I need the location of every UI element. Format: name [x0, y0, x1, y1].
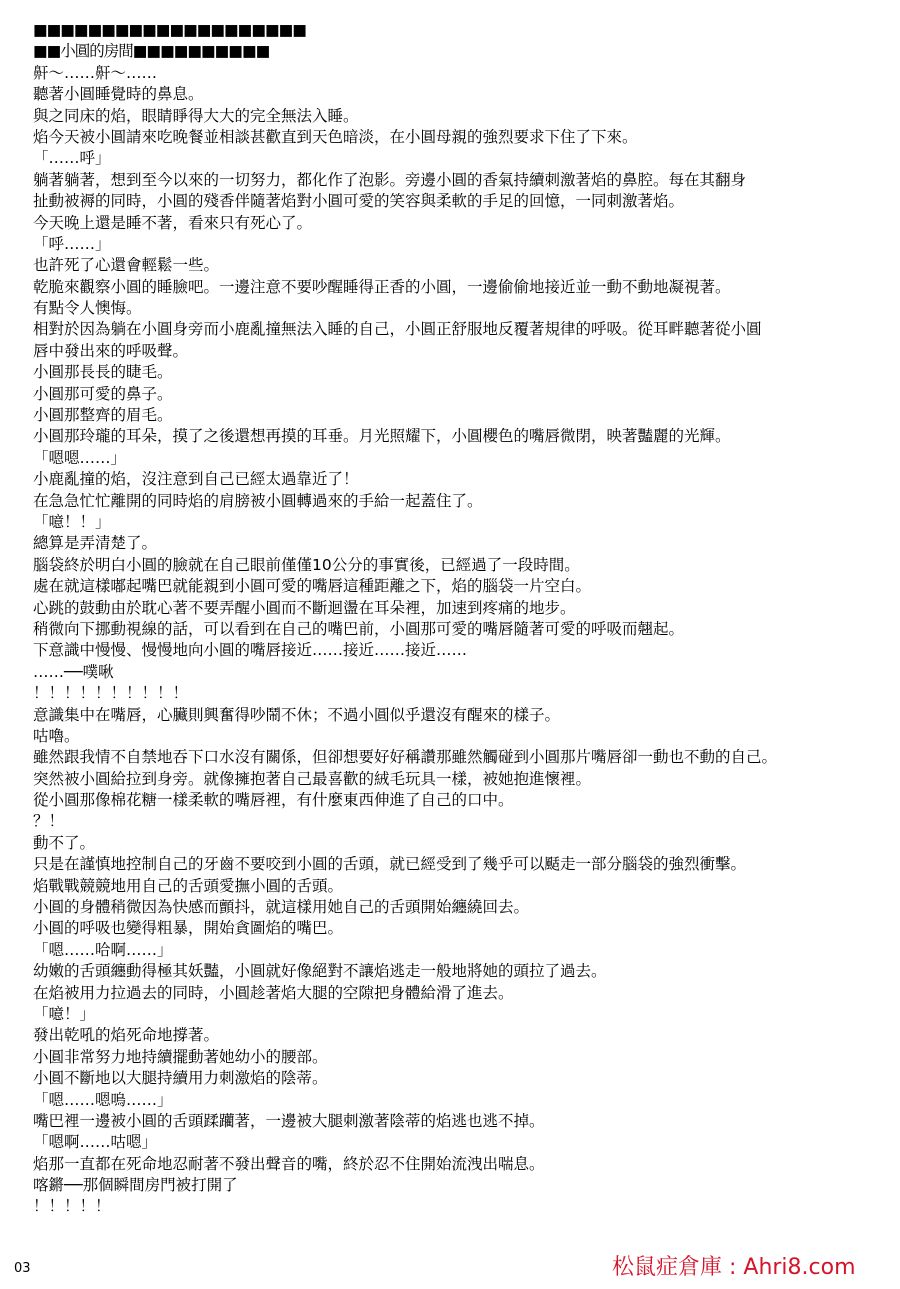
- text-line: 小圓的呼吸也變得粗暴，開始貪圖焰的嘴巴。: [33, 919, 344, 938]
- text-line: 稍微向下挪動視線的話，可以看到在自己的嘴巴前，小圓那可愛的嘴唇隨著可愛的呼吸而翹起。: [33, 619, 685, 638]
- text-line: ！！！！！！！！！！: [33, 684, 189, 703]
- document-body: [33, 20, 883, 1218]
- text-line: 焰今天被小圓請來吃晚餐並相談甚歡直到天色暗淡，在小圓母親的強烈要求下住了下來。: [33, 127, 638, 146]
- text-line: 乾脆來觀察小圓的睡臉吧。一邊注意不要吵醒睡得正香的小圓，一邊偷偷地接近並一動不動地凝視著。: [33, 277, 731, 296]
- text-line: 小圓不斷地以大腿持續用力刺激焰的陰蒂。: [33, 1069, 328, 1088]
- text-line: 今天晚上還是睡不著，看來只有死心了。: [33, 213, 313, 232]
- text-line: 小圓的身體稍微因為快感而顫抖，就這樣用她自己的舌頭開始纏繞回去。: [33, 898, 530, 917]
- text-line: 相對於因為躺在小圓身旁而小鹿亂撞無法入睡的自己，小圓正舒服地反覆著規律的呼吸。從耳畔聽著從小圓: [33, 320, 762, 339]
- text-line: 腦袋終於明白小圓的臉就在自己眼前僅僅10公分的事實後，已經過了一段時間。: [33, 555, 580, 574]
- text-line: 焰那一直都在死命地忍耐著不發出聲音的嘴，終於忍不住開始流洩出喘息。: [33, 1154, 545, 1173]
- text-line: 只是在謹慎地控制自己的牙齒不要咬到小圓的舌頭，就已經受到了幾乎可以颳走一部分腦袋的強烈衝擊。: [33, 855, 747, 874]
- text-line: 總算是弄清楚了。: [33, 534, 158, 553]
- text-line: 鼾～……鼾～……: [33, 63, 158, 82]
- text-line: 扯動被褥的同時，小圓的殘香伴隨著焰對小圓可愛的笑容與柔軟的手足的回憶，一同刺激著焰。: [33, 192, 685, 211]
- text-line: 「呼……」: [33, 234, 111, 253]
- page-number: 03: [14, 1261, 31, 1276]
- text-line: 也許死了心還會輕鬆一些。: [33, 256, 220, 275]
- header-block-line: ■■■■■■■■■■■■■■■■■■■■: [33, 21, 306, 39]
- text-line: ……──噗啾: [33, 662, 114, 681]
- text-line: 從小圓那像棉花糖一樣柔軟的嘴唇裡，有什麼東西伸進了自己的口中。: [33, 791, 514, 810]
- text-line: 躺著躺著，想到至今以來的一切努力，都化作了泡影。旁邊小圓的香氣持續刺激著焰的鼻腔。每在其翻身: [33, 170, 747, 189]
- text-line: 有點令人懊悔。: [33, 299, 142, 318]
- text-line: 幼嫩的舌頭纏動得極其妖豔，小圓就好像絕對不讓焰逃走一般地將她的頭拉了過去。: [33, 962, 607, 981]
- text-line: 突然被小圓給拉到身旁。就像擁抱著自己最喜歡的絨毛玩具一樣，被她抱進懷裡。: [33, 769, 592, 788]
- text-line: 小圓那玲瓏的耳朵，摸了之後還想再摸的耳垂。月光照耀下，小圓櫻色的嘴唇微閉，映著豔麗的光輝。: [33, 427, 731, 446]
- text-line: 嘴巴裡一邊被小圓的舌頭蹂躪著，一邊被大腿刺激著陰蒂的焰逃也逃不掉。: [33, 1111, 545, 1130]
- text-line: 小圓那長長的睫毛。: [33, 363, 173, 382]
- text-line: 下意識中慢慢、慢慢地向小圓的嘴唇接近……接近……接近……: [33, 641, 468, 660]
- text-line: 心跳的鼓動由於耽心著不要弄醒小圓而不斷迴盪在耳朵裡，加速到疼痛的地步。: [33, 598, 576, 617]
- text-line: 聽著小圓睡覺時的鼻息。: [33, 85, 204, 104]
- text-line: 小圓那整齊的眉毛。: [33, 406, 173, 425]
- text-line: 「嗯……哈啊……」: [33, 940, 173, 959]
- text-line: 「噫！」: [33, 1004, 96, 1023]
- text-line: 「嗯……嗯嗚……」: [33, 1090, 173, 1109]
- text-line: 小圓非常努力地持續擺動著她幼小的腰部。: [33, 1047, 328, 1066]
- text-line: 動不了。: [33, 833, 96, 852]
- text-line: ！！！！！: [33, 1197, 111, 1216]
- text-line: 處在就這樣嘟起嘴巴就能親到小圓可愛的嘴唇這種距離之下，焰的腦袋一片空白。: [33, 577, 592, 596]
- text-line: 「噫！！」: [33, 512, 111, 531]
- watermark-text: 松鼠症倉庫 : Ahri8.com: [612, 1255, 856, 1280]
- text-line: 「嗯啊……咕嗯」: [33, 1133, 158, 1152]
- text-line: 小圓那可愛的鼻子。: [33, 384, 173, 403]
- text-line: 雖然跟我情不自禁地吞下口水沒有關係，但卻想要好好稱讚那雖然觸碰到小圓那片嘴唇卻一動也不動的自己。: [33, 748, 778, 767]
- text-line: 焰戰戰競競地用自己的舌頭愛撫小圓的舌頭。: [33, 876, 344, 895]
- text-line: 在焰被用力拉過去的同時，小圓趁著焰大腿的空隙把身體給滑了進去。: [33, 983, 514, 1002]
- text-line: 發出乾吼的焰死命地撐著。: [33, 1026, 220, 1045]
- text-line: 喀鏘──那個瞬間房門被打開了: [33, 1176, 238, 1195]
- text-line: 意識集中在嘴唇，心臟則興奮得吵鬧不休；不過小圓似乎還沒有醒來的樣子。: [33, 705, 561, 724]
- text-line: 「……呼」: [33, 149, 111, 168]
- text-line: 「嗯嗯……」: [33, 448, 127, 467]
- text-line: 咕嚕。: [33, 726, 80, 745]
- text-line: ？！: [33, 812, 65, 831]
- text-line: 與之同床的焰，眼睛睜得大大的完全無法入睡。: [33, 106, 359, 125]
- text-line: 在急急忙忙離開的同時焰的肩膀被小圓轉過來的手給一起蓋住了。: [33, 491, 483, 510]
- text-line: 唇中發出來的呼吸聲。: [33, 341, 189, 360]
- section-title: ■■小圓的房間■■■■■■■■■■: [33, 42, 270, 61]
- text-line: 小鹿亂撞的焰，沒注意到自己已經太過靠近了！: [33, 470, 359, 489]
